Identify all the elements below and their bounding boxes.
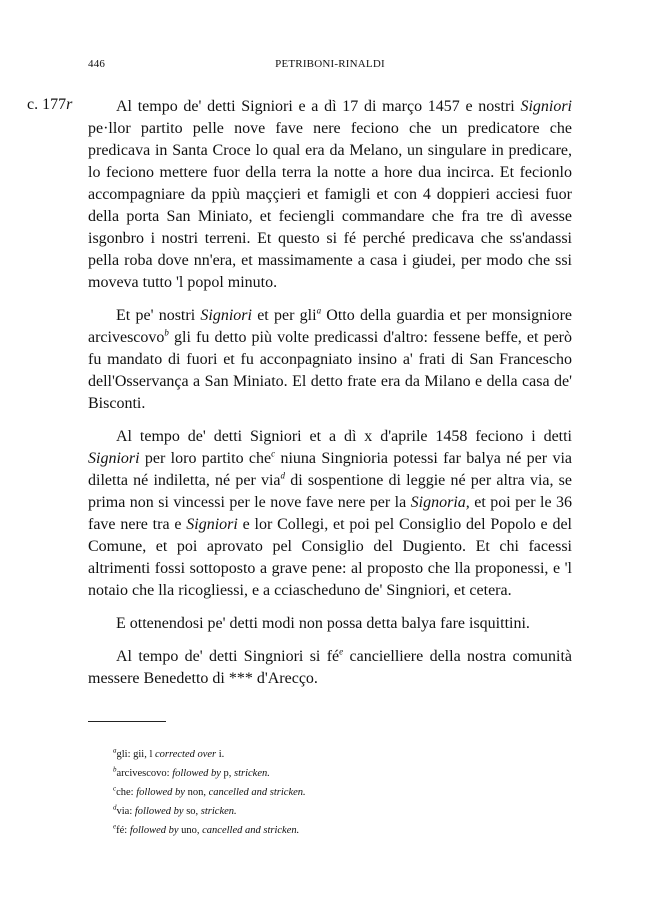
footnote xyxy=(113,821,553,840)
footnote xyxy=(113,745,553,764)
footnote-marker: e xyxy=(113,822,117,831)
footnote-marker: d xyxy=(113,803,117,812)
footnote-marker: b xyxy=(164,327,169,338)
italic-text: followed by xyxy=(172,768,221,779)
text-run: cancielliere della nostra comunità messere Benedetto di *** d'Arecço. xyxy=(88,648,573,687)
text-run: arcivescovo: xyxy=(116,768,173,779)
text-run: pe·llor partito pelle nove fave nere feciono che un predicatore che predicava in Santa Croce lo qual era da Melano, un singulare in predicare, lo feciono mettere fuor della terra la notte a hore dua incirca. Et fecionlo accompagniare da ppiù maççieri et famigli et con 4 doppieri acciesi fuor della porta San Miniato, et feciengli commandare che fra tre dì avesse isgonbro i nostri terreni. Et questo si fé perché predicava che ss'andassi pella roba dove nn'era, et massimamente a casa i giudei, per modo che ssi moveva tutto 'l popol minuto. xyxy=(88,120,572,291)
footnote-marker: c xyxy=(113,784,117,793)
text-run: so, xyxy=(183,806,201,817)
running-head xyxy=(88,58,572,74)
text-run: Al tempo de' detti Signiori et a dì x d'aprile 1458 feciono i detti xyxy=(116,428,572,445)
text-run: per loro partito che xyxy=(139,450,272,467)
paragraph xyxy=(88,646,572,690)
footnote-marker: b xyxy=(113,765,117,774)
text-run: che: xyxy=(116,787,137,798)
footnote-marker: a xyxy=(316,305,322,316)
italic-text: Signiori xyxy=(88,450,140,467)
italic-text: corrected over xyxy=(155,749,217,760)
footnote-marker: a xyxy=(113,746,117,755)
text-run: Al tempo de' detti Singniori si fé xyxy=(116,648,340,665)
paragraph xyxy=(88,613,572,635)
text-run: gli fu detto più volte predicassi d'altro: fessene beffe, et però fu mandato di fuori et fu acconpagniato insino a' frati di San Francescho dell'Osservança a San Miniato. El detto frate era da Milano e della casa de' Bisconti. xyxy=(88,329,572,412)
text-run: Al tempo de' detti Signiori e a dì 17 di março 1457 e nostri xyxy=(116,98,521,115)
text-run: et poi per le 36 fave nere tra e xyxy=(88,494,572,533)
folio-marker xyxy=(27,96,72,114)
footnote-rule xyxy=(88,721,166,722)
footnote-marker: d xyxy=(280,470,286,481)
folio-suffix: r xyxy=(66,96,73,113)
italic-text: Signiori xyxy=(520,98,572,115)
italic-text: cancelled and stricken. xyxy=(202,825,300,836)
text-run: niuna Singnioria potessi far balya né per via diletta né indiletta, né per via xyxy=(88,450,572,489)
italic-text: cancelled and stricken. xyxy=(208,787,306,798)
text-run: E ottenendosi pe' detti modi non possa detta balya fare isquittini. xyxy=(116,615,530,632)
text-run: via: xyxy=(116,806,135,817)
footnote xyxy=(113,783,553,802)
text-run: et per gli xyxy=(251,307,317,324)
paragraph xyxy=(88,426,572,602)
italic-text: stricken. xyxy=(234,768,270,779)
page-number: 446 xyxy=(88,58,106,70)
paragraph xyxy=(88,305,572,415)
text-run: uno, xyxy=(178,825,203,836)
text-run: e lor Collegi, et poi pel Consiglio del Popolo e del Comune, et poi aprovato pel Consiglio del Dugiento. Et chi facessi altrimenti fossi sottoposto a grave pene: al proposto che lla proponessi, e 'l notaio che lla ricogliessi, e a cciascheduno de' Singniori, et cetera. xyxy=(88,516,572,599)
italic-text: Signiori xyxy=(200,307,252,324)
text-run: Otto della guardia et per monsigniore arcivescovo xyxy=(88,307,573,346)
footnote xyxy=(113,802,553,821)
text-run: i. xyxy=(216,749,225,760)
footnotes xyxy=(113,745,553,840)
running-title: PETRIBONI-RINALDI xyxy=(275,58,385,70)
footnote xyxy=(113,764,553,783)
italic-text: followed by xyxy=(136,787,185,798)
text-run: fé: xyxy=(116,825,130,836)
text-run: Et pe' nostri xyxy=(116,307,201,324)
folio-label: c. 177 xyxy=(27,96,67,113)
text-run: di sospentione di leggie né per altra via, se prima non si vincessi per le nove fave nere per la xyxy=(88,472,573,511)
paragraph xyxy=(88,96,572,294)
footnote-marker: c xyxy=(271,448,276,459)
italic-text: stricken. xyxy=(200,806,237,817)
italic-text: followed by xyxy=(134,806,184,817)
italic-text: Signiori xyxy=(186,516,238,533)
footnote-marker: e xyxy=(339,646,344,657)
text-run: p, xyxy=(220,768,235,779)
italic-text: Signoria, xyxy=(410,494,470,511)
body-text xyxy=(88,96,572,701)
italic-text: followed by xyxy=(129,825,179,836)
text-run: non, xyxy=(184,787,209,798)
text-run: gli: gii, l xyxy=(116,749,156,760)
